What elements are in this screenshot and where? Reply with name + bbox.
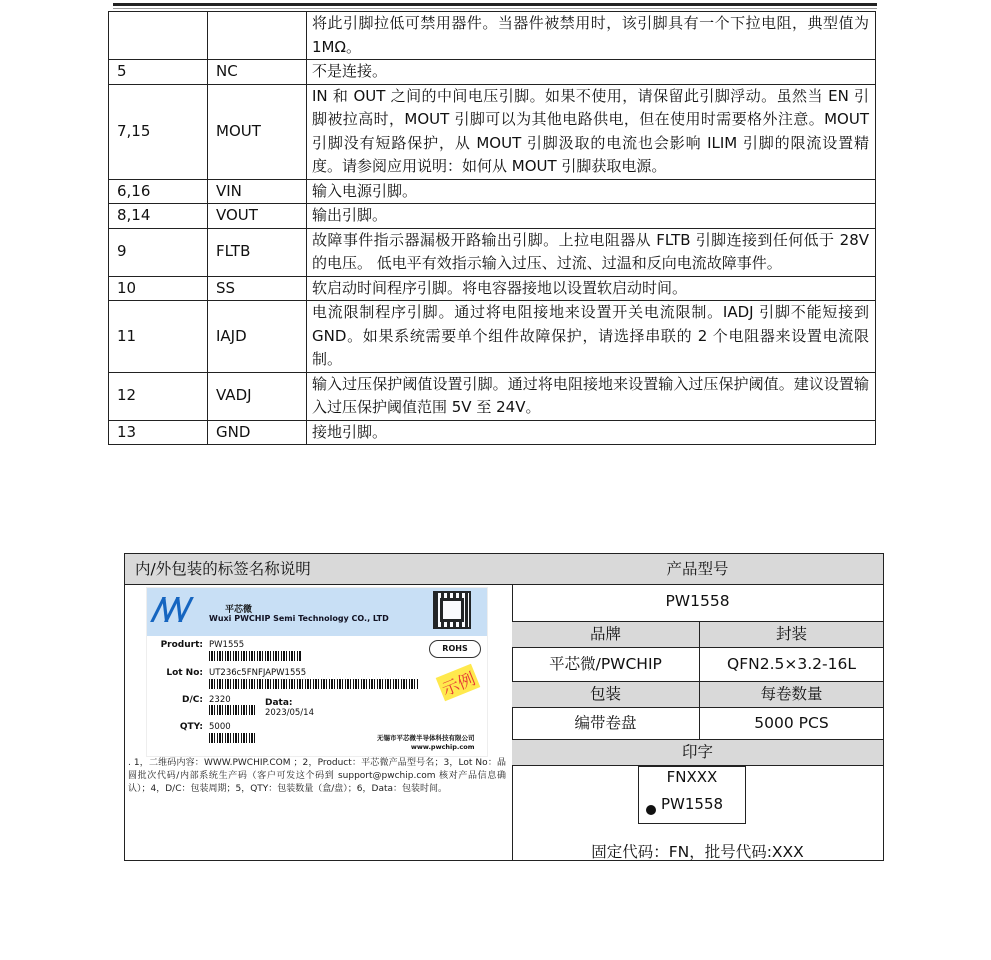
pin-number: 9 — [109, 228, 208, 276]
pin-name: VADJ — [208, 372, 307, 420]
data-value: 2023/05/14 — [265, 708, 314, 718]
pin-description: 电流限制程序引脚。通过将电阻接地来设置开关电流限制。IADJ 引脚不能短接到 GND。如果系统需要单个组件故障保护，请选择串联的 2 个电阻器来设置电流限制。 — [307, 301, 876, 373]
qty-value: 5000 PCS — [754, 714, 829, 732]
factory-name: 无锡市平芯微半导体科技有限公司 — [377, 734, 475, 742]
brand-package-value-row — [512, 648, 883, 682]
sample-label — [147, 588, 487, 756]
pin-name: FLTB — [208, 228, 307, 276]
table-row — [109, 420, 876, 445]
pin-description-table — [108, 11, 876, 445]
pin-number: 8,14 — [109, 204, 208, 229]
factory-web: www.pwchip.com — [410, 743, 475, 751]
pin-number: 11 — [109, 301, 208, 373]
lot-value: UT236c5FNFJAPW1555 — [209, 668, 307, 678]
pin-number: 10 — [109, 276, 208, 301]
table-row — [109, 276, 876, 301]
qty-value-label: 5000 — [209, 722, 231, 732]
pin-description: 接地引脚。 — [307, 420, 876, 445]
pin-name: MOUT — [208, 84, 307, 179]
product-label: Produrt: — [160, 640, 203, 650]
pin-name: VOUT — [208, 204, 307, 229]
label-brand-cn: 平芯微 — [225, 605, 253, 615]
marking-diagram — [638, 766, 746, 824]
pin-description: 将此引脚拉低可禁用器件。当器件被禁用时，该引脚具有一个下拉电阻，典型值为 1MΩ。 — [307, 12, 876, 60]
marking-header: 印字 — [512, 740, 883, 766]
table-row — [109, 301, 876, 373]
pin-number: 6,16 — [109, 179, 208, 204]
pin-number: 5 — [109, 60, 208, 85]
pin-description: 软启动时间程序引脚。将电容器接地以设置软启动时间。 — [307, 276, 876, 301]
pin-description: 输出引脚。 — [307, 204, 876, 229]
qty-header: 每卷数量 — [760, 685, 823, 703]
pin-description: 输入电源引脚。 — [307, 179, 876, 204]
brand-package-header-row — [512, 622, 883, 648]
label-description-panel — [125, 554, 513, 860]
packing-value: 编带卷盘 — [512, 708, 700, 739]
product-spec-panel — [512, 554, 883, 860]
pin-number — [109, 12, 208, 60]
qty-barcode — [209, 733, 257, 743]
pin-name: SS — [208, 276, 307, 301]
product-value: PW1555 — [209, 640, 245, 650]
package-value: QFN2.5×3.2-16L — [727, 655, 856, 673]
label-panel-header: 内/外包装的标签名称说明 — [125, 554, 512, 585]
pin-name: VIN — [208, 179, 307, 204]
top-rule — [113, 3, 877, 6]
marking-note: 固定代码：FN，批号代码:XXX — [591, 843, 804, 861]
label-notes: . 1，二维码内容：WWW.PWCHIP.COM ；2，Product：平芯微产品型号名；3，Lot No：晶圆批次代码/内部系统生产码（客户可发这个码到 support@pwchip.com 核对产品信息确认）；4，D/C：包装周期；5，QTY：包装数量（盒/盘）；6，Data：包装时间。 — [128, 758, 506, 794]
packing-header: 包装 — [512, 682, 700, 707]
package-header: 封装 — [775, 625, 807, 643]
pin-number: 12 — [109, 372, 208, 420]
dc-label: D/C: — [182, 695, 203, 705]
model-value: PW1558 — [512, 585, 883, 622]
pin-name — [208, 12, 307, 60]
label-brand-en: Wuxi PWCHIP Semi Technology CO., LTD — [209, 614, 389, 623]
dc-barcode — [209, 705, 255, 715]
table-row — [109, 179, 876, 204]
pin-description: 不是连接。 — [307, 60, 876, 85]
pin-number: 13 — [109, 420, 208, 445]
pin-description: IN 和 OUT 之间的中间电压引脚。如果不使用，请保留此引脚浮动。虽然当 EN 引脚被拉高时，MOUT 引脚可以为其他电路供电，但在使用时需要格外注意。MOUT 引脚没有短路保护，从 MOUT 引脚汲取的电流也会影响 ILIM 引脚的限流设置精度。请参阅应用说明：如何从 MOUT 引脚获取电源。 — [307, 84, 876, 179]
pin-name: IAJD — [208, 301, 307, 373]
package-info-box — [124, 553, 884, 861]
brand-header: 品牌 — [512, 622, 700, 647]
pin-number: 7,15 — [109, 84, 208, 179]
top-rule-thin — [113, 8, 877, 9]
dc-value: 2320 — [209, 695, 231, 705]
rohs-badge: ROHS — [429, 640, 481, 658]
model-header: 产品型号 — [512, 554, 883, 585]
packing-value-row — [512, 708, 883, 740]
table-row — [109, 204, 876, 229]
table-row — [109, 60, 876, 85]
sample-stamp: 示例 — [436, 664, 481, 701]
product-barcode — [209, 651, 301, 661]
factory-info — [377, 734, 475, 752]
pin-name: GND — [208, 420, 307, 445]
lot-barcode — [209, 679, 419, 689]
pin-description: 故障事件指示器漏极开路输出引脚。上拉电阻器从 FLTB 引脚连接到任何低于 28V 的电压。 低电平有效指示输入过压、过流、过温和反向电流故障事件。 — [307, 228, 876, 276]
marking-line1: FNXXX — [666, 768, 718, 786]
lot-label: Lot No: — [166, 668, 203, 678]
qty-label: QTY: — [179, 722, 203, 732]
table-row — [109, 228, 876, 276]
pin-description: 输入过压保护阈值设置引脚。通过将电阻接地来设置输入过压保护阈值。建议设置输入过压保护阈值范围 5V 至 24V。 — [307, 372, 876, 420]
table-row — [109, 84, 876, 179]
packing-header-row — [512, 682, 883, 708]
brand-value: 平芯微/PWCHIP — [512, 648, 700, 681]
table-row — [109, 372, 876, 420]
pin-name: NC — [208, 60, 307, 85]
pwchip-logo-icon: /\/\/ — [153, 592, 188, 627]
qr-code-icon — [433, 591, 471, 629]
data-label: Data: — [265, 698, 293, 708]
marking-line2: PW1558 — [661, 795, 724, 813]
table-row — [109, 12, 876, 60]
pin1-dot-icon — [646, 805, 656, 815]
